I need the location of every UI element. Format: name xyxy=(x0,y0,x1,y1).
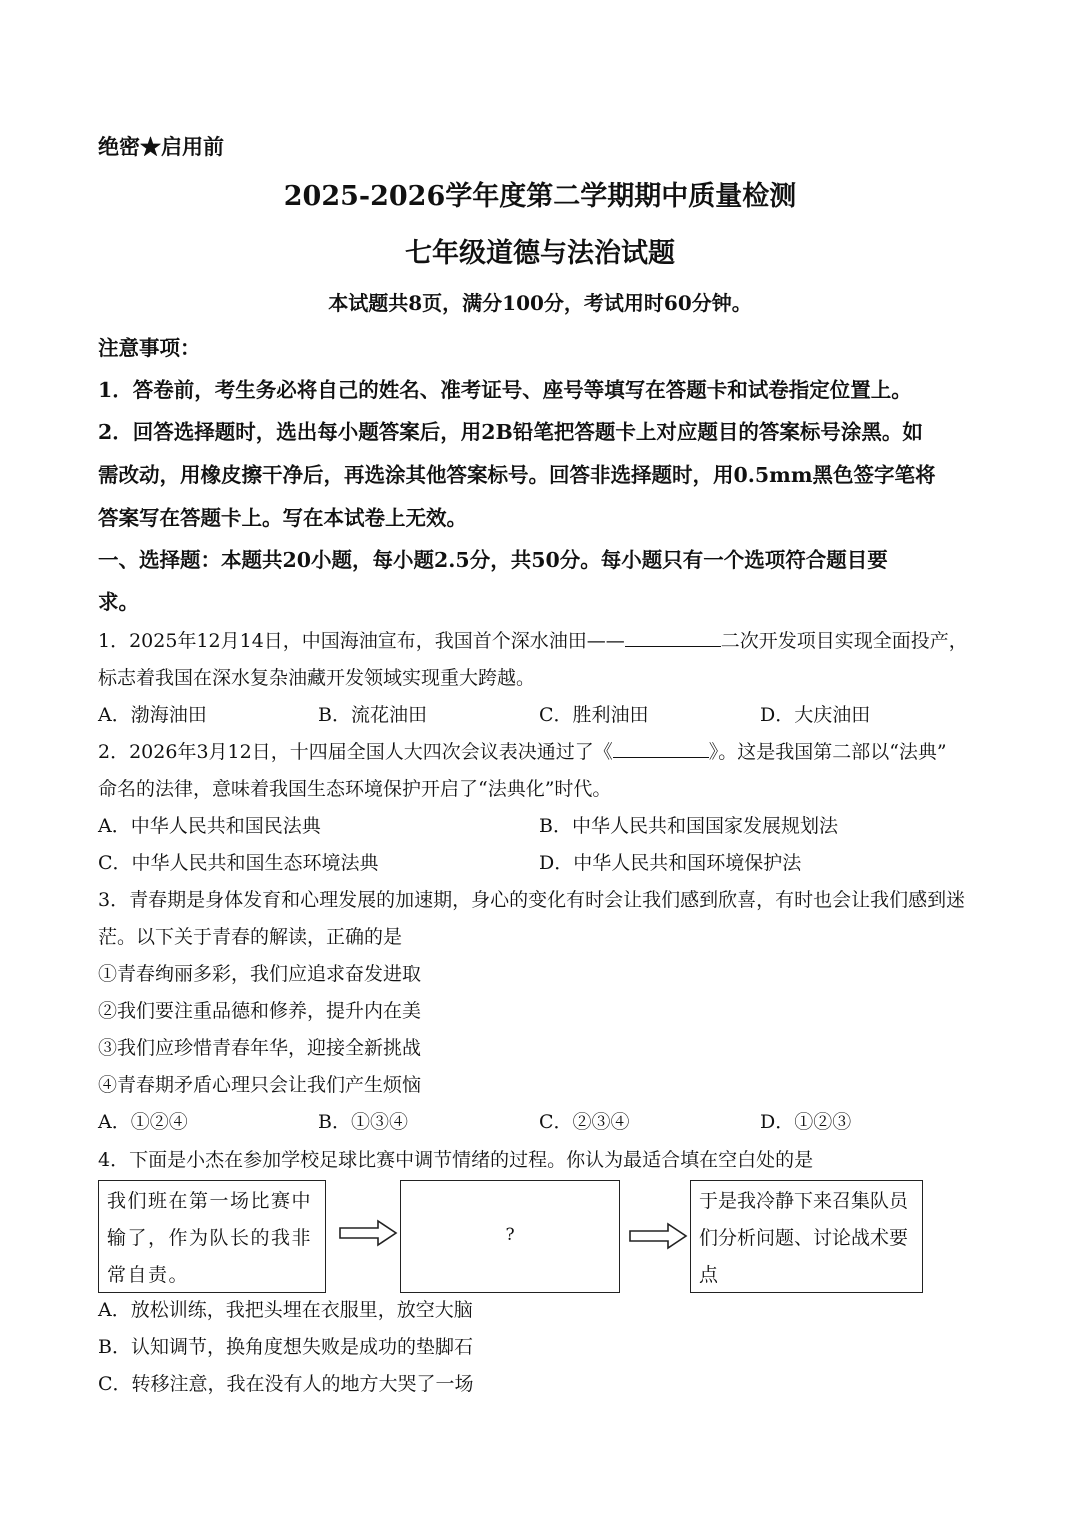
question-3-stem: 3．青春期是身体发育和心理发展的加速期，身心的变化有时会让我们感到欣喜，有时也会让我们感到迷 xyxy=(98,889,966,911)
flow-box-start-line-1: 我们班在第一场比赛中 xyxy=(107,1190,313,1212)
question-3-statement-2: ②我们要注重品德和修养，提升内在美 xyxy=(98,1000,422,1022)
question-1-option-b: B．流花油田 xyxy=(318,704,427,726)
question-1-stem-part-b: 二次开发项目实现全面投产， xyxy=(720,630,968,652)
flow-arrow-right-icon xyxy=(628,1222,688,1250)
question-3-option-b: B．①③④ xyxy=(318,1111,408,1133)
question-1-stem-line-2: 标志着我国在深水复杂油藏开发领域实现重大跨越。 xyxy=(98,667,536,689)
question-2-option-c: C．中华人民共和国生态环境法典 xyxy=(98,852,379,874)
flow-box-end-line-2: 们分析问题、讨论战术要 xyxy=(699,1227,909,1249)
notice-heading: 注意事项： xyxy=(98,336,201,360)
section-1-heading-cont: 求。 xyxy=(98,590,139,614)
flow-box-blank xyxy=(400,1180,620,1293)
exam-title: 2025-2026学年度第二学期期中质量检测 xyxy=(283,181,797,212)
question-4-option-c: C．转移注意，我在没有人的地方大哭了一场 xyxy=(98,1373,474,1395)
question-3-option-d: D．①②③ xyxy=(760,1111,852,1133)
answer-blank xyxy=(625,628,721,647)
question-2-stem-part-a: 2．2026年3月12日，十四届全国人大四次会议表决通过了《 xyxy=(98,741,613,763)
flow-box-end-line-1: 于是我冷静下来召集队员 xyxy=(699,1190,909,1212)
question-4-option-a: A．放松训练，我把头埋在衣服里，放空大脑 xyxy=(98,1299,473,1321)
flow-box-start xyxy=(98,1180,326,1293)
question-2-option-d: D．中华人民共和国环境保护法 xyxy=(539,852,802,874)
question-3-option-c: C．②③④ xyxy=(539,1111,630,1133)
flow-box-start-line-2: 输了，作为队长的我非 xyxy=(107,1227,313,1249)
question-4-stem: 4．下面是小杰在参加学校足球比赛中调节情绪的过程。你认为最适合填在空白处的是 xyxy=(98,1149,814,1171)
question-2-stem xyxy=(98,737,947,764)
notice-item-2-line-2: 需改动，用橡皮擦干净后，再选涂其他答案标号。回答非选择题时，用0.5mm黑色签字笔将 xyxy=(98,463,936,487)
notice-item-1: 1．答卷前，考生务必将自己的姓名、准考证号、座号等填写在答题卡和试卷指定位置上。 xyxy=(98,378,912,402)
flow-box-blank-mark: ? xyxy=(505,1225,515,1245)
question-3-option-a: A．①②④ xyxy=(98,1111,188,1133)
question-4-option-b: B．认知调节，换角度想失败是成功的垫脚石 xyxy=(98,1336,473,1358)
question-2-stem-part-b: 》。这是我国第二部以“法典” xyxy=(708,741,947,763)
section-1-heading: 一、选择题：本题共20小题，每小题2.5分，共50分。每小题只有一个选项符合题目要 xyxy=(98,548,888,572)
question-2-option-b: B．中华人民共和国国家发展规划法 xyxy=(539,815,838,837)
flow-box-end-line-3: 点 xyxy=(699,1264,719,1286)
flow-box-start-line-3: 常自责。 xyxy=(107,1264,190,1286)
flow-box-end xyxy=(690,1180,923,1293)
question-1-option-c: C．胜利油田 xyxy=(539,704,649,726)
flow-arrow-right-icon xyxy=(338,1219,398,1247)
question-2-option-a: A．中华人民共和国民法典 xyxy=(98,815,321,837)
question-3-statement-3: ③我们应珍惜青春年华，迎接全新挑战 xyxy=(98,1037,422,1059)
question-1-option-d: D．大庆油田 xyxy=(760,704,871,726)
question-1-stem-part-a: 1．2025年12月14日，中国海油宣布，我国首个深水油田—— xyxy=(98,630,625,652)
exam-info: 本试题共8页，满分100分，考试用时60分钟。 xyxy=(328,291,752,315)
question-1-stem xyxy=(98,626,968,653)
confidential-label: 绝密★启用前 xyxy=(98,134,224,159)
question-1-option-a: A．渤海油田 xyxy=(98,704,207,726)
exam-subject-title: 七年级道德与法治试题 xyxy=(405,238,675,269)
question-3-statement-1: ①青春绚丽多彩，我们应追求奋发进取 xyxy=(98,963,422,985)
question-2-stem-line-2: 命名的法律，意味着我国生态环境保护开启了“法典化”时代。 xyxy=(98,778,612,800)
question-3-statement-4: ④青春期矛盾心理只会让我们产生烦恼 xyxy=(98,1074,422,1096)
question-3-stem-line-2: 茫。以下关于青春的解读，正确的是 xyxy=(98,926,403,948)
notice-item-2-line-1: 2．回答选择题时，选出每小题答案后，用2B铅笔把答题卡上对应题目的答案标号涂黑。如 xyxy=(98,420,923,444)
answer-blank xyxy=(613,739,709,758)
notice-item-2-line-3: 答案写在答题卡上。写在本试卷上无效。 xyxy=(98,506,467,530)
